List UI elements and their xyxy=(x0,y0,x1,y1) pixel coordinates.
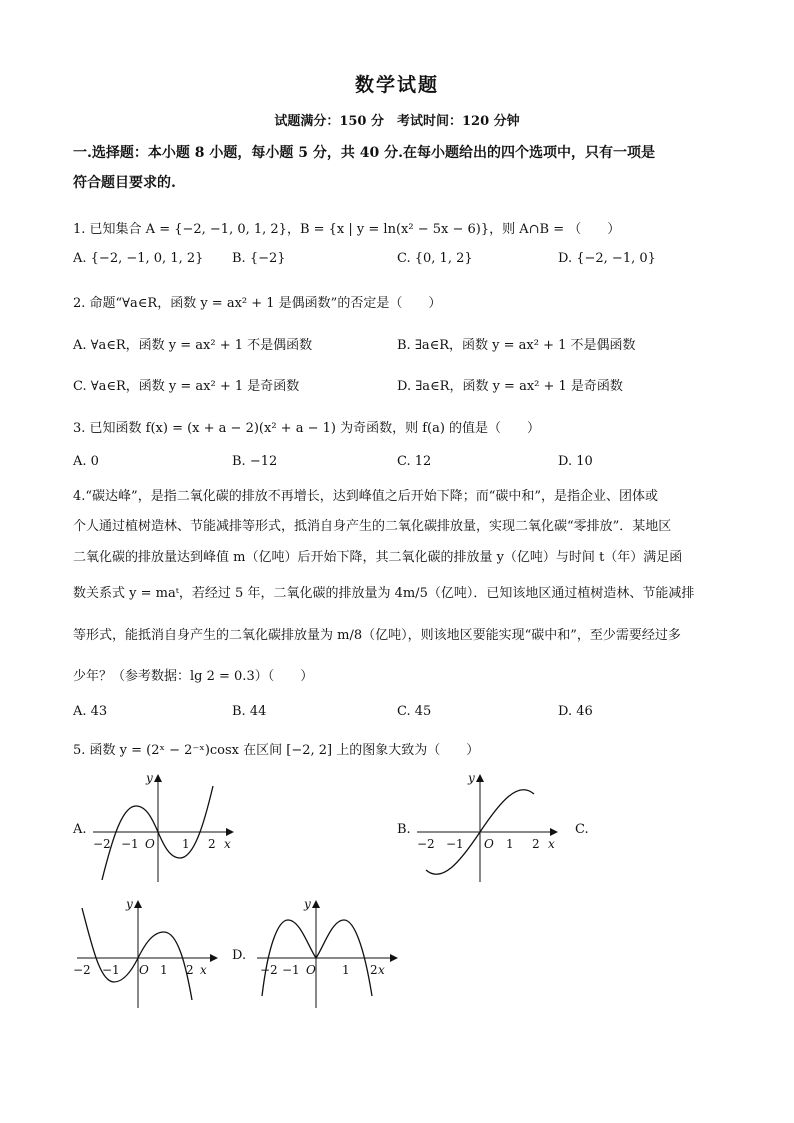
q5-option-b-label: B. xyxy=(397,822,411,837)
question-1-text: 1. 已知集合 A = {−2, −1, 0, 1, 2}，B = {x | y = ln(x² − 5x − 6)}，则 A∩B = （ ） xyxy=(73,222,621,237)
origin-label: O xyxy=(139,963,149,977)
q5-option-d-label: D. xyxy=(232,948,247,963)
section-heading-line2: 符合题目要求的. xyxy=(73,175,176,191)
question-4-line4: 数关系式 y = maᵗ，若经过 5 年，二氧化碳的排放量为 4m/5（亿吨）．已知该地区通过植树造林、节能减排 xyxy=(73,586,695,601)
q5-option-a-label: A. xyxy=(73,822,87,837)
origin-label: O xyxy=(145,837,155,851)
tick-label: 1 xyxy=(506,837,514,851)
x-label: x xyxy=(224,837,231,851)
tick-label: 2 xyxy=(532,837,540,851)
tick-label: −1 xyxy=(282,963,300,977)
origin-label: O xyxy=(484,837,494,851)
tick-label: −2 xyxy=(93,837,111,851)
question-4-line2: 个人通过植树造林、节能减排等形式，抵消自身产生的二氧化碳排放量，实现二氧化碳“零排放”．某地区 xyxy=(73,519,672,534)
tick-label: −2 xyxy=(260,963,278,977)
q5-option-c-label: C. xyxy=(575,822,589,837)
tick-label: 2 xyxy=(208,837,216,851)
tick-label: 1 xyxy=(342,963,350,977)
q1-option-a: A. {−2, −1, 0, 1, 2} xyxy=(73,251,204,266)
q3-option-d: D. 10 xyxy=(558,454,593,469)
q3-option-c: C. 12 xyxy=(397,454,432,469)
origin-label: O xyxy=(306,963,316,977)
q4-option-c: C. 45 xyxy=(397,704,432,719)
graph-option-d xyxy=(252,896,402,1011)
q2-option-c: C. ∀a∈R，函数 y = ax² + 1 是奇函数 xyxy=(73,379,300,394)
x-label: x xyxy=(548,837,555,851)
tick-label: 1 xyxy=(160,963,168,977)
y-label: y xyxy=(304,897,311,911)
q4-option-d: D. 46 xyxy=(558,704,593,719)
tick-label: −1 xyxy=(446,837,464,851)
question-5-text: 5. 函数 y = (2ˣ − 2⁻ˣ)cosx 在区间 [−2, 2] 上的图象大致为（ ） xyxy=(73,743,480,758)
question-3-text: 3. 已知函数 f(x) = (x + a − 2)(x² + a − 1) 为奇函数，则 f(a) 的值是（ ） xyxy=(73,421,541,436)
y-label: y xyxy=(126,897,133,911)
tick-label: −2 xyxy=(73,963,91,977)
y-label: y xyxy=(146,771,153,785)
tick-label: −1 xyxy=(121,837,139,851)
q3-option-a: A. 0 xyxy=(73,454,99,469)
question-4-line3: 二氧化碳的排放量达到峰值 m（亿吨）后开始下降，其二氧化碳的排放量 y（亿吨）与时间 t（年）满足函 xyxy=(73,550,683,565)
question-2-text: 2. 命题“∀a∈R，函数 y = ax² + 1 是偶函数”的否定是（ ） xyxy=(73,296,442,311)
q2-option-b: B. ∃a∈R，函数 y = ax² + 1 不是偶函数 xyxy=(397,338,636,353)
page-title: 数学试题 xyxy=(354,74,439,96)
q2-option-d: D. ∃a∈R，函数 y = ax² + 1 是奇函数 xyxy=(397,379,623,394)
graph-option-c xyxy=(72,896,222,1011)
tick-label: 2 xyxy=(186,963,194,977)
question-4-line5: 等形式，能抵消自身产生的二氧化碳排放量为 m/8（亿吨），则该地区要能实现“碳中和”，至少需要经过多 xyxy=(73,628,681,643)
tick-label: −1 xyxy=(102,963,120,977)
section-heading-line1: 一.选择题：本小题 8 小题，每小题 5 分，共 40 分.在每小题给出的四个选项中，只有一项是 xyxy=(73,145,655,161)
q1-option-b: B. {−2} xyxy=(232,251,286,266)
q4-option-b: B. 44 xyxy=(232,704,267,719)
q4-option-a: A. 43 xyxy=(73,704,108,719)
q3-option-b: B. −12 xyxy=(232,454,278,469)
graph-option-b xyxy=(412,770,562,885)
tick-label: 1 xyxy=(182,837,190,851)
exam-info: 试题满分：150 分 考试时间：120 分钟 xyxy=(274,114,520,129)
q1-option-d: D. {−2, −1, 0} xyxy=(558,251,656,266)
x-label: x xyxy=(378,963,385,977)
x-label: x xyxy=(200,963,207,977)
question-4-line1: 4.“碳达峰”，是指二氧化碳的排放不再增长，达到峰值之后开始下降；而“碳中和”，是指企业、团体或 xyxy=(73,489,658,504)
tick-label: −2 xyxy=(417,837,435,851)
y-label: y xyxy=(468,771,475,785)
curve-c xyxy=(82,908,192,1000)
tick-label: 2 xyxy=(370,963,378,977)
q2-option-a: A. ∀a∈R，函数 y = ax² + 1 不是偶函数 xyxy=(73,338,313,353)
q1-option-c: C. {0, 1, 2} xyxy=(397,251,473,266)
graph-option-a xyxy=(88,770,238,885)
question-4-line6: 少年？（参考数据：lg 2 = 0.3）（ ） xyxy=(73,669,314,684)
